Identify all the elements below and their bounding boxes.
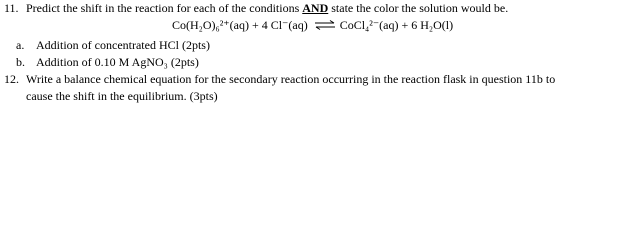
equation-right-side: CoCl₄²⁻(aq) + 6 H₂O(l) xyxy=(339,18,454,32)
question-11b-text: Addition of 0.10 M AgNO₃ (2pts) xyxy=(36,55,199,69)
equilibrium-arrow-icon xyxy=(314,20,336,30)
question-12-number: 12. xyxy=(4,72,19,86)
question-11-number: 11. xyxy=(4,1,19,15)
question-11-text-end: state the color the solution would be. xyxy=(328,1,509,15)
question-12 xyxy=(4,72,555,86)
question-11-text-start: Predict the shift in the reaction for each of the conditions xyxy=(26,1,303,15)
question-11-emphasis: AND xyxy=(302,1,329,15)
question-11a-letter: a. xyxy=(16,38,25,52)
question-12-text-line-1: Write a balance chemical equation for the secondary reaction occurring in the reaction flask in question 11b to xyxy=(26,72,556,86)
equilibrium-equation xyxy=(172,18,453,32)
question-11 xyxy=(4,1,508,15)
worksheet-document xyxy=(0,0,618,106)
question-12-continuation xyxy=(26,89,218,103)
question-11b xyxy=(16,55,199,69)
question-12-text-line-2: cause the shift in the equilibrium. (3pts) xyxy=(26,89,218,103)
question-11a-text: Addition of concentrated HCl (2pts) xyxy=(36,38,210,52)
question-11a xyxy=(16,38,210,52)
equation-left-side: Co(H₂O)₆²⁺(aq) + 4 Cl⁻(aq) xyxy=(172,18,308,32)
question-11b-letter: b. xyxy=(16,55,25,69)
